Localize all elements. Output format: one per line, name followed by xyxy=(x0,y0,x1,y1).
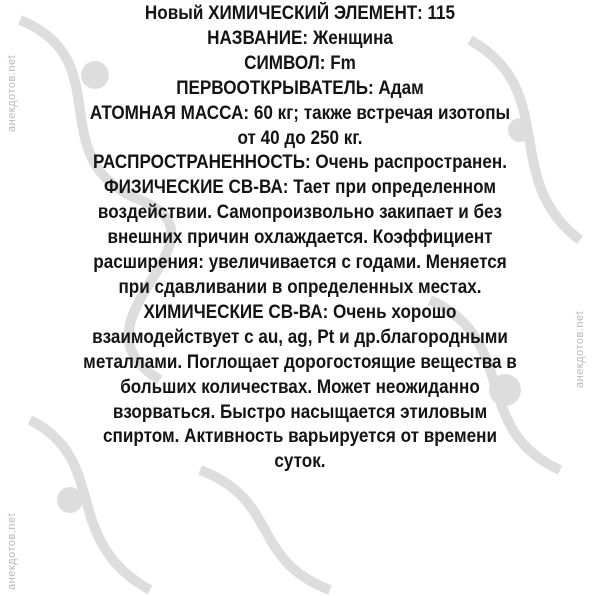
chemical-properties-line-2: взаимодействует с au, ag, Pt и др.благородными xyxy=(92,326,508,348)
chemical-properties-line-5: взорваться. Быстро насыщается этиловым xyxy=(112,401,488,423)
chemical-properties-line-7: суток. xyxy=(274,451,326,473)
discoverer-line: ПЕРВООТКРЫВАТЕЛЬ: Адам xyxy=(176,77,424,99)
physical-properties-line-5: при сдавливании в определенных местах. xyxy=(118,276,482,298)
joke-text xyxy=(30,2,570,475)
chemical-properties-line-4: больших количествах. Может неожиданно xyxy=(120,376,480,398)
chemical-properties-line-3: металлами. Поглощает дорогостоящие вещества в xyxy=(83,351,517,373)
chemical-properties-line-6: спиртом. Активность варьируется от времени xyxy=(103,426,497,448)
physical-properties-line-2: воздействии. Самопроизвольно закипает и без xyxy=(97,202,503,224)
physical-properties-line-3: внешних причин охлаждается. Коэффициент xyxy=(107,227,493,249)
watermark-right: анекдотов.net xyxy=(574,310,586,388)
doodle-stripe-5 xyxy=(200,470,330,590)
chemical-properties-line: ХИМИЧЕСКИЕ СВ-ВА: Очень хорошо xyxy=(143,301,457,323)
title-line: Новый ХИМИЧЕСКИЙ ЭЛЕМЕНТ: 115 xyxy=(144,3,456,24)
physical-properties-line-4: расширения: увеличивается с годами. Меняется xyxy=(93,252,507,274)
watermark-left-bottom: анекдотов.net xyxy=(6,512,18,590)
atomic-mass-line-continued: от 40 до 250 кг. xyxy=(237,127,363,149)
atomic-mass-line: АТОМНАЯ МАССА: 60 кг; также встречая изотопы xyxy=(89,102,511,124)
doodle-dot-4 xyxy=(57,487,83,513)
physical-properties-line: ФИЗИЧЕСКИЕ СВ-ВА: Тает при определенном xyxy=(104,177,496,199)
abundance-line: РАСПРОСТРАНЕННОСТЬ: Очень распространен. xyxy=(93,152,507,174)
watermark-left-top: анекдотов.net xyxy=(6,54,18,132)
name-line: НАЗВАНИЕ: Женщина xyxy=(207,27,393,49)
symbol-line: СИМВОЛ: Fm xyxy=(244,52,356,74)
